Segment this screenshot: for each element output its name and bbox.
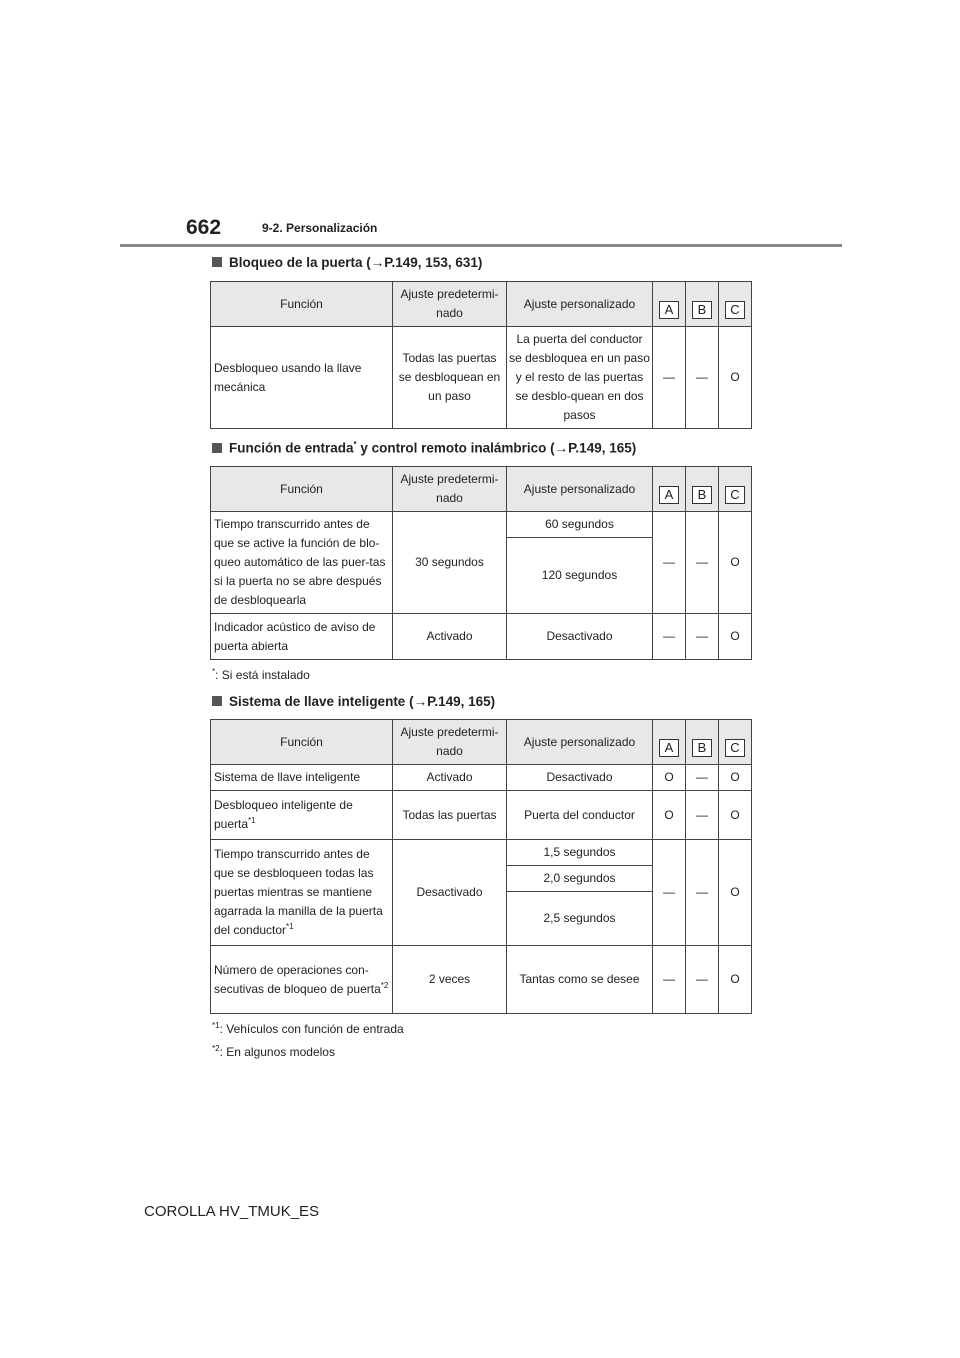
cell-a: —	[653, 512, 686, 614]
col-b: B	[686, 282, 719, 327]
footnote-instalado: *: Si está instalado	[212, 667, 310, 682]
col-c: C	[719, 720, 752, 765]
cell-c: O	[719, 327, 752, 429]
col-b: B	[686, 467, 719, 512]
cell-a: —	[653, 327, 686, 429]
cell-default: Todas las puertas	[393, 791, 507, 840]
col-a: A	[653, 282, 686, 327]
cell-default: Desactivado	[393, 840, 507, 946]
cell-custom: Desactivado	[507, 765, 653, 791]
bullet-square-icon	[212, 257, 222, 267]
cell-custom: Tantas como se desee	[507, 946, 653, 1014]
cell-custom: 60 segundos	[507, 512, 653, 538]
table-row	[211, 946, 752, 1014]
col-a: A	[653, 720, 686, 765]
cell-custom: 1,5 segundos	[507, 840, 653, 866]
col-a: A	[653, 467, 686, 512]
cell-b: —	[686, 791, 719, 840]
cell-funcion: Tiempo transcurrido antes de que se desbloqueen todas las puertas mientras se mantiene agarrada la manilla de la puerta del conductor$^{*1}$	[211, 840, 393, 946]
table-llave-inteligente	[210, 719, 752, 1014]
cell-custom: La puerta del conductor se desbloquea en un paso y el resto de las puertas se desblo-quean en dos pasos	[507, 327, 653, 429]
col-personalizado: Ajuste personalizado	[507, 467, 653, 512]
col-predeterminado: Ajuste predetermi-nado	[393, 282, 507, 327]
table-row	[211, 765, 752, 791]
cell-funcion: Desbloqueo usando la llave mecánica	[211, 327, 393, 429]
table-row	[211, 791, 752, 840]
col-b: B	[686, 720, 719, 765]
cell-c: O	[719, 614, 752, 660]
cell-a: —	[653, 614, 686, 660]
table-funcion-entrada	[210, 466, 752, 660]
cell-custom: 120 segundos	[507, 538, 653, 614]
cell-c: O	[719, 791, 752, 840]
cell-default: 2 veces	[393, 946, 507, 1014]
cell-custom: 2,5 segundos	[507, 892, 653, 946]
col-funcion: Función	[211, 720, 393, 765]
cell-c: O	[719, 840, 752, 946]
table-header-row	[211, 720, 752, 765]
cell-c: O	[719, 512, 752, 614]
cell-a: —	[653, 840, 686, 946]
header-rule	[120, 244, 842, 247]
table-bloqueo-puerta	[210, 281, 752, 429]
cell-custom: 2,0 segundos	[507, 866, 653, 892]
col-funcion: Función	[211, 282, 393, 327]
cell-default: 30 segundos	[393, 512, 507, 614]
col-predeterminado: Ajuste predetermi-nado	[393, 720, 507, 765]
cell-b: —	[686, 765, 719, 791]
cell-funcion: Desbloqueo inteligente de puerta$^{*1}$	[211, 791, 393, 840]
footnote-funcion-entrada: $^{*1}$: Vehículos con función de entrada	[212, 1021, 404, 1036]
cell-c: O	[719, 765, 752, 791]
col-c: C	[719, 467, 752, 512]
heading-bloqueo-puerta: Bloqueo de la puerta (→P.149, 153, 631)	[212, 255, 482, 270]
cell-c: O	[719, 946, 752, 1014]
footnote-algunos-modelos: $^{*2}$: En algunos modelos	[212, 1044, 335, 1059]
cell-b: —	[686, 614, 719, 660]
cell-a: O	[653, 791, 686, 840]
bullet-square-icon	[212, 443, 222, 453]
col-personalizado: Ajuste personalizado	[507, 720, 653, 765]
heading-funcion-entrada: Función de entrada* y control remoto inalámbrico (→P.149, 165)	[212, 440, 636, 456]
col-c: C	[719, 282, 752, 327]
col-personalizado: Ajuste personalizado	[507, 282, 653, 327]
cell-b: —	[686, 946, 719, 1014]
cell-funcion: Tiempo transcurrido antes de que se active la función de blo-queo automático de las puer-tas si la puerta no se abre después de desbloquearla	[211, 512, 393, 614]
col-funcion: Función	[211, 467, 393, 512]
cell-a: —	[653, 946, 686, 1014]
cell-b: —	[686, 512, 719, 614]
table-row	[211, 327, 752, 429]
heading-llave-inteligente: Sistema de llave inteligente (→P.149, 165)	[212, 694, 495, 709]
cell-funcion: Indicador acústico de aviso de puerta abierta	[211, 614, 393, 660]
cell-b: —	[686, 840, 719, 946]
page-number: 662	[186, 216, 222, 239]
cell-funcion: Número de operaciones con-secutivas de bloqueo de puerta$^{*2}$	[211, 946, 393, 1014]
table-header-row	[211, 467, 752, 512]
table-header-row	[211, 282, 752, 327]
table-row	[211, 840, 752, 866]
cell-b: —	[686, 327, 719, 429]
table-row	[211, 614, 752, 660]
cell-a: O	[653, 765, 686, 791]
cell-custom: Puerta del conductor	[507, 791, 653, 840]
cell-custom: Desactivado	[507, 614, 653, 660]
cell-default: Activado	[393, 614, 507, 660]
cell-funcion: Sistema de llave inteligente	[211, 765, 393, 791]
cell-default: Todas las puertas se desbloquean en un paso	[393, 327, 507, 429]
cell-default: Activado	[393, 765, 507, 791]
bullet-square-icon	[212, 696, 222, 706]
col-predeterminado: Ajuste predetermi-nado	[393, 467, 507, 512]
footer-doc-code: COROLLA HV_TMUK_ES	[144, 1203, 320, 1220]
section-title: 9-2. Personalización	[262, 221, 378, 235]
table-row	[211, 512, 752, 538]
